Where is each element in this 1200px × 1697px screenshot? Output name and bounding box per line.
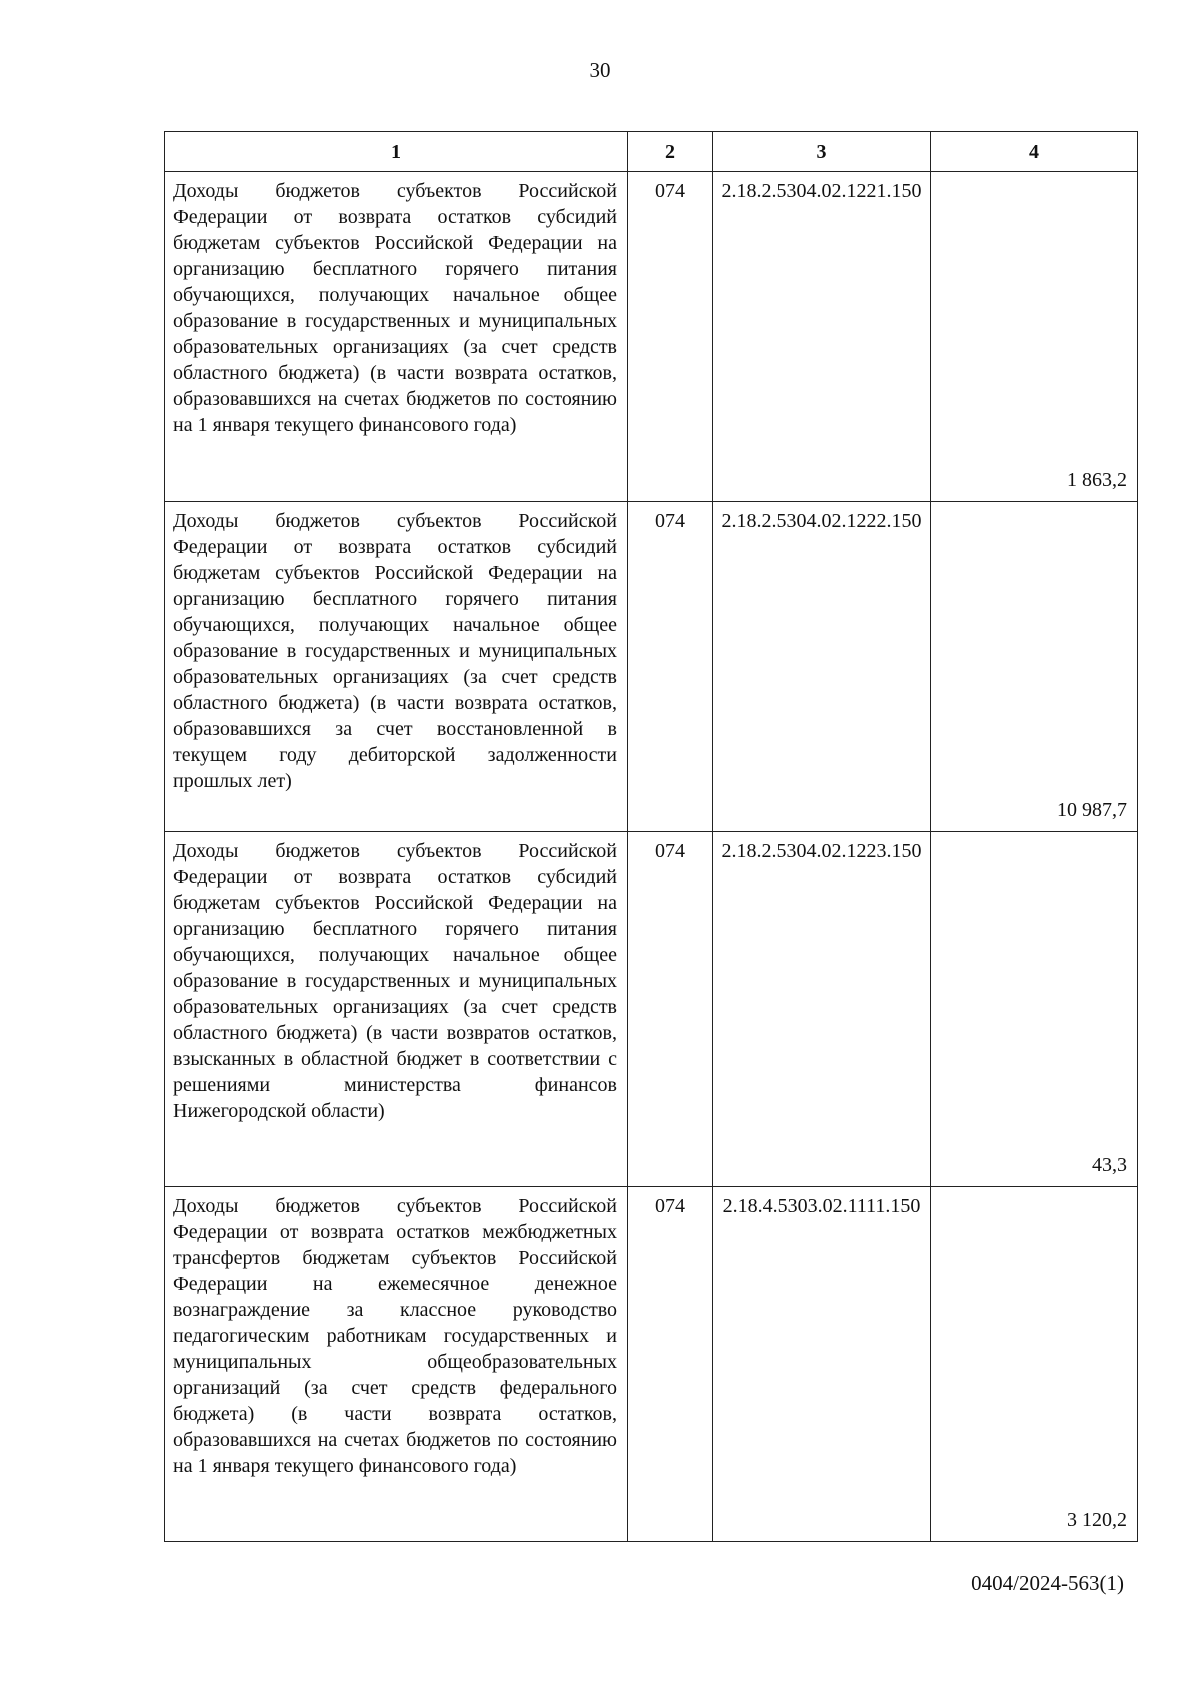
page-number: 30 <box>589 58 611 82</box>
income-name-cell: Доходы бюджетов субъектов Российской Федерации от возврата остатков субсидий бюджетам субъектов Российской Федерации на организацию бесплатного горячего питания обучающихся, получающих начальное общее образование в государственных и муниципальных образовательных организациях (за счет средств областного бюджета) (в части возвратов остатков, взысканных в областной бюджет в соответствии с решениями министерства финансов Нижегородской области) <box>165 832 628 1187</box>
header-col-2: 2 <box>628 132 713 172</box>
table-row <box>165 502 1138 832</box>
kbk-code-cell: 2.18.2.5304.02.1221.150 <box>713 172 931 502</box>
admin-code-cell: 074 <box>628 172 713 502</box>
document-id: 0404/2024-563(1) <box>971 1571 1124 1595</box>
income-name-cell: Доходы бюджетов субъектов Российской Федерации от возврата остатков межбюджетных трансфертов бюджетам субъектов Российской Федерации на ежемесячное денежное вознаграждение за классное руководство педагогическим работникам государственных и муниципальных общеобразовательных организаций (за счет средств федерального бюджета) (в части возврата остатков, образовавшихся на счетах бюджетов по состоянию на 1 января текущего финансового года) <box>165 1187 628 1542</box>
header-col-3: 3 <box>713 132 931 172</box>
budget-income-table <box>164 131 1138 1542</box>
admin-code-cell: 074 <box>628 502 713 832</box>
amount-cell: 10 987,7 <box>931 502 1138 832</box>
income-name-cell: Доходы бюджетов субъектов Российской Федерации от возврата остатков субсидий бюджетам субъектов Российской Федерации на организацию бесплатного горячего питания обучающихся, получающих начальное общее образование в государственных и муниципальных образовательных организациях (за счет средств областного бюджета) (в части возврата остатков, образовавшихся на счетах бюджетов по состоянию на 1 января текущего финансового года) <box>165 172 628 502</box>
income-name-cell: Доходы бюджетов субъектов Российской Федерации от возврата остатков субсидий бюджетам субъектов Российской Федерации на организацию бесплатного горячего питания обучающихся, получающих начальное общее образование в государственных и муниципальных образовательных организациях (за счет средств областного бюджета) (в части возврата остатков, образовавшихся за счет восстановленной в текущем году дебиторской задолженности прошлых лет) <box>165 502 628 832</box>
admin-code-cell: 074 <box>628 1187 713 1542</box>
header-col-4: 4 <box>931 132 1138 172</box>
amount-cell: 43,3 <box>931 832 1138 1187</box>
admin-code-cell: 074 <box>628 832 713 1187</box>
kbk-code-cell: 2.18.4.5303.02.1111.150 <box>713 1187 931 1542</box>
table-header-row <box>165 132 1138 172</box>
header-col-1: 1 <box>165 132 628 172</box>
kbk-code-cell: 2.18.2.5304.02.1223.150 <box>713 832 931 1187</box>
amount-cell: 3 120,2 <box>931 1187 1138 1542</box>
table-row <box>165 1187 1138 1542</box>
amount-cell: 1 863,2 <box>931 172 1138 502</box>
table-row <box>165 832 1138 1187</box>
table-row <box>165 172 1138 502</box>
kbk-code-cell: 2.18.2.5304.02.1222.150 <box>713 502 931 832</box>
